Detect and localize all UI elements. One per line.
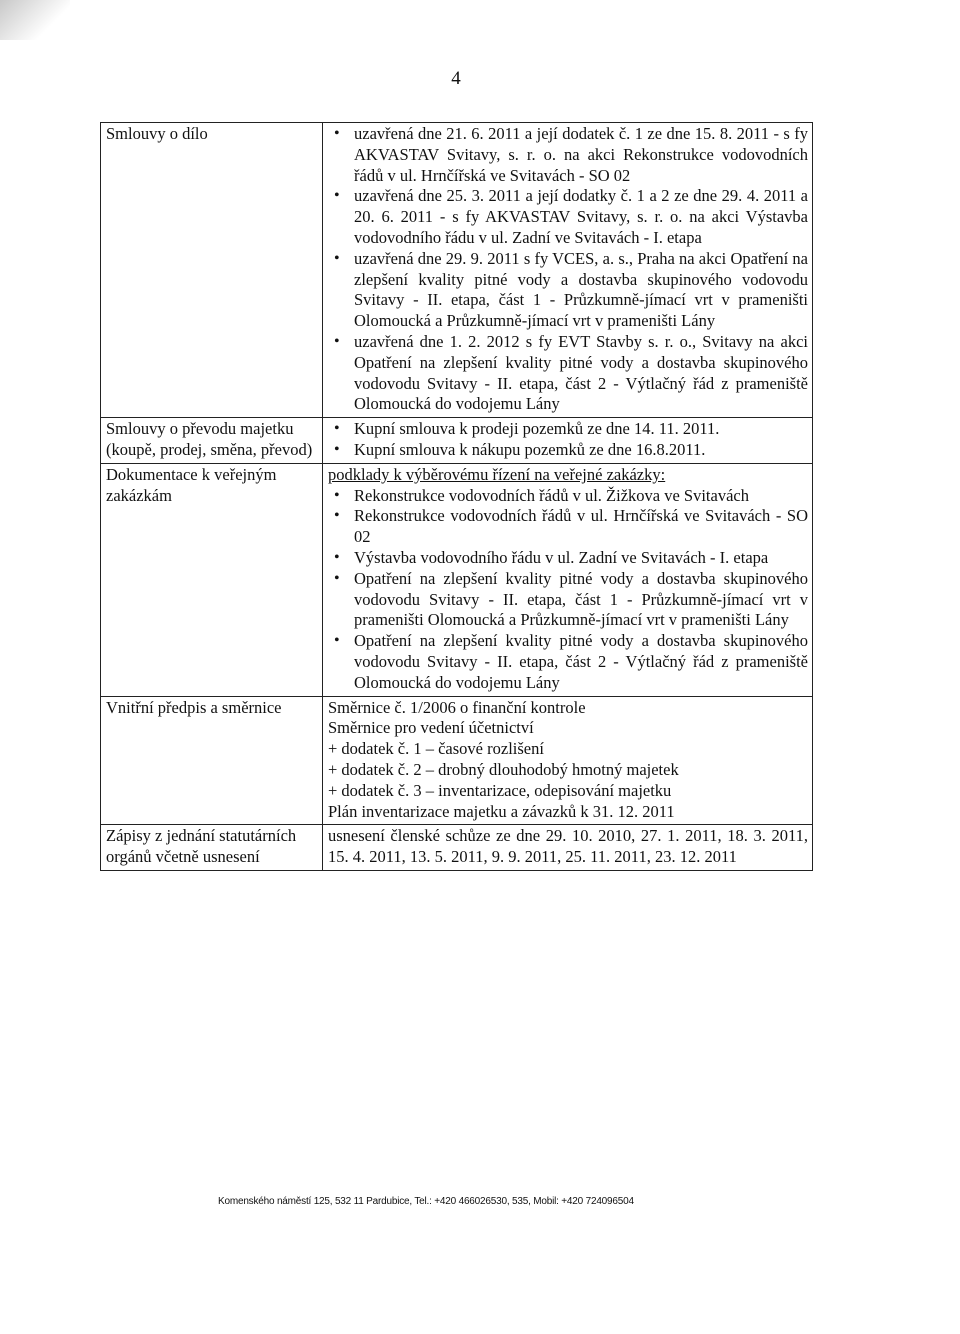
table-row-internal-regulations <box>101 696 813 825</box>
table-row-property-transfer <box>101 418 813 464</box>
bullet-list <box>328 124 808 415</box>
list-item: • Rekonstrukce vodovodních řádů v ul. Hrnčířská ve Svitavách - SO 02 <box>328 506 808 548</box>
list-item: • uzavřená dne 25. 3. 2011 a její dodatky č. 1 a 2 ze dne 29. 4. 2011 a 20. 6. 2011 - s fy AKVASTAV Svitavy, s. r. o. na akci Výstavba vodovodního řádu v ul. Zadní ve Svitavách - I. etapa <box>328 186 808 248</box>
row-content <box>323 696 813 825</box>
row-label: Smlouvy o dílo <box>101 123 323 418</box>
list-item: • Kupní smlouva k nákupu pozemků ze dne 16.8.2011. <box>328 440 808 461</box>
row-content <box>323 123 813 418</box>
text-line: + dodatek č. 1 – časové rozlišení <box>328 739 544 759</box>
text-line: + dodatek č. 3 – inventarizace, odepisování majetku <box>328 780 672 800</box>
list-item: • uzavřená dne 1. 2. 2012 s fy EVT Stavby s. r. o., Svitavy na akci Opatření na zlepšení kvality pitné vody a dostavba skupinového vodovodu Svitavy - II. etapa, část 2 - Výtlačný řád z prameniště Olomoucká do vodojemu Lány <box>328 332 808 415</box>
list-item: • Opatření na zlepšení kvality pitné vody a dostavba skupinového vodovodu Svitavy - II. etapa, část 1 - Průzkumně-jímací vrt v prameništi Olomoucká a Průzkumně-jímací vrt v prameništi Lány <box>328 569 808 631</box>
row-label: Zápisy z jednání statutárních orgánů včetně usnesení <box>101 825 323 871</box>
bullet-list <box>328 419 808 461</box>
row-label: Dokumentace k veřejným zakázkám <box>101 463 323 696</box>
text-line: Směrnice pro vedení účetnictví <box>328 718 534 738</box>
list-item: • Opatření na zlepšení kvality pitné vody a dostavba skupinového vodovodu Svitavy - II. etapa, část 2 - Výtlačný řád z prameniště Olomoucká do vodojemu Lány <box>328 631 808 693</box>
list-item: • uzavřená dne 21. 6. 2011 a její dodatek č. 1 ze dne 15. 8. 2011 - s fy AKVASTAV Svitavy, s. r. o. na akci Rekonstrukce vodovodních řádů v ul. Hrnčířská ve Svitavách - SO 02 <box>328 124 808 186</box>
document-table <box>100 122 813 871</box>
list-item: • uzavřená dne 29. 9. 2011 s fy VCES, a. s., Praha na akci Opatření na zlepšení kvality pitné vody a dostavba skupinového vodovodu Svitavy - II. etapa, část 1 - Průzkumně-jímací vrt v prameništi Olomoucká a Průzkumně-jímací vrt v prameništi Lány <box>328 249 808 332</box>
text-line: Plán inventarizace majetku a závazků k 31. 12. 2011 <box>328 801 675 821</box>
table-row-public-procurement <box>101 463 813 696</box>
list-item: • Rekonstrukce vodovodních řádů v ul. Žižkova ve Svitavách <box>328 486 808 507</box>
row-label: Vnitřní předpis a směrnice <box>101 696 323 825</box>
list-item: • Kupní smlouva k prodeji pozemků ze dne 14. 11. 2011. <box>328 419 808 440</box>
footer-contact: Komenského náměstí 125, 532 11 Pardubice, Tel.: +420 466026530, 535, Mobil: +420 724096504 <box>218 1196 634 1207</box>
row-content: usnesení členské schůze ze dne 29. 10. 2010, 27. 1. 2011, 18. 3. 2011, 15. 4. 2011, 13. 5. 2011, 9. 9. 2011, 25. 11. 2011, 23. 12. 2011 <box>323 825 813 871</box>
section-heading: podklady k výběrovému řízení na veřejné zakázky: <box>328 464 666 484</box>
page-number: 4 <box>451 68 461 89</box>
list-item: • Výstavba vodovodního řádu v ul. Zadní ve Svitavách - I. etapa <box>328 548 808 569</box>
table-row-meeting-minutes <box>101 825 813 871</box>
scan-corner-mark <box>0 0 70 40</box>
bullet-list <box>328 486 808 694</box>
row-content <box>323 418 813 464</box>
row-label: Smlouvy o převodu majetku (koupě, prodej, směna, převod) <box>101 418 323 464</box>
text-line: + dodatek č. 2 – drobný dlouhodobý hmotný majetek <box>328 759 679 779</box>
text-line: Směrnice č. 1/2006 o finanční kontrole <box>328 697 586 717</box>
table-row-contracts <box>101 123 813 418</box>
row-content <box>323 463 813 696</box>
